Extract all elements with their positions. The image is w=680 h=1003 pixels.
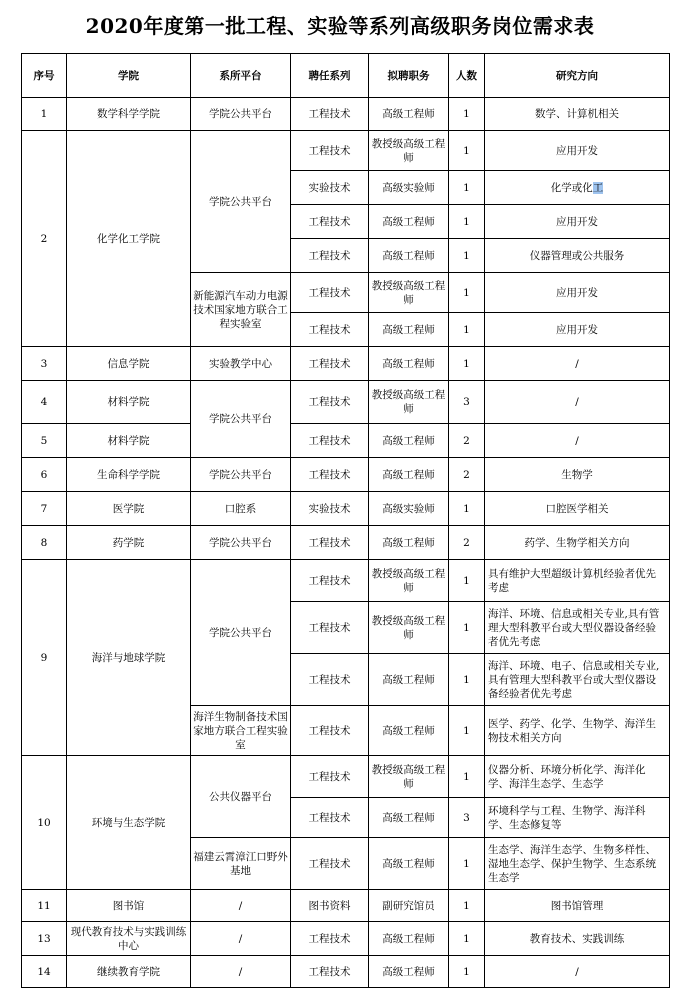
table-row — [22, 347, 670, 381]
count-cell: 1 — [449, 838, 485, 890]
platform-cell: 学院公共平台 — [191, 526, 291, 560]
series-cell: 实验技术 — [291, 492, 369, 526]
series-cell: 工程技术 — [291, 526, 369, 560]
count-cell: 1 — [449, 492, 485, 526]
table-row — [22, 526, 670, 560]
platform-cell: 公共仪器平台 — [191, 756, 291, 838]
direction-cell: 生物学 — [485, 458, 670, 492]
series-cell: 工程技术 — [291, 239, 369, 273]
series-cell: 工程技术 — [291, 798, 369, 838]
college-cell: 图书馆 — [67, 890, 191, 922]
direction-cell: 医学、药学、化学、生物学、海洋生物技术相关方向 — [485, 706, 670, 756]
platform-cell: 新能源汽车动力电源技术国家地方联合工程实验室 — [191, 273, 291, 347]
direction-cell — [485, 171, 670, 205]
position-cell: 高级工程师 — [369, 98, 449, 131]
direction-cell: 应用开发 — [485, 131, 670, 171]
college-cell: 数学科学学院 — [67, 98, 191, 131]
count-cell: 1 — [449, 602, 485, 654]
count-cell: 1 — [449, 273, 485, 313]
header-cell: 拟聘职务 — [369, 54, 449, 98]
platform-cell: / — [191, 922, 291, 956]
platform-cell: 海洋生物制备技术国家地方联合工程实验室 — [191, 706, 291, 756]
platform-cell: 学院公共平台 — [191, 98, 291, 131]
requirements-table — [21, 53, 670, 988]
position-cell: 高级工程师 — [369, 205, 449, 239]
series-cell: 工程技术 — [291, 205, 369, 239]
count-cell: 1 — [449, 756, 485, 798]
platform-cell: / — [191, 890, 291, 922]
platform-cell: 学院公共平台 — [191, 131, 291, 273]
college-cell: 化学化工学院 — [67, 131, 191, 347]
series-cell: 工程技术 — [291, 838, 369, 890]
count-cell: 2 — [449, 458, 485, 492]
college-cell: 材料学院 — [67, 381, 191, 424]
series-cell: 工程技术 — [291, 922, 369, 956]
direction-cell: / — [485, 347, 670, 381]
platform-cell: 学院公共平台 — [191, 458, 291, 492]
series-cell: 工程技术 — [291, 458, 369, 492]
platform-cell: 口腔系 — [191, 492, 291, 526]
platform-cell: 学院公共平台 — [191, 381, 291, 458]
position-cell: 教授级高级工程师 — [369, 131, 449, 171]
row-number: 4 — [22, 381, 67, 424]
direction-cell: / — [485, 424, 670, 458]
count-cell: 1 — [449, 239, 485, 273]
table-row — [22, 424, 670, 458]
position-cell: 教授级高级工程师 — [369, 602, 449, 654]
count-cell: 1 — [449, 956, 485, 988]
series-cell: 图书资料 — [291, 890, 369, 922]
position-cell: 高级工程师 — [369, 654, 449, 706]
header-cell: 人数 — [449, 54, 485, 98]
highlighted-text: 工 — [592, 181, 604, 194]
direction-cell: / — [485, 956, 670, 988]
college-cell: 环境与生态学院 — [67, 756, 191, 890]
page-title: 2020年度第一批工程、实验等系列高级职务岗位需求表 — [85, 14, 595, 38]
college-cell: 海洋与地球学院 — [67, 560, 191, 756]
college-cell: 药学院 — [67, 526, 191, 560]
series-cell: 工程技术 — [291, 347, 369, 381]
count-cell: 1 — [449, 890, 485, 922]
series-cell: 工程技术 — [291, 381, 369, 424]
table-row — [22, 98, 670, 131]
table-row — [22, 492, 670, 526]
college-cell: 信息学院 — [67, 347, 191, 381]
count-cell: 3 — [449, 798, 485, 838]
table-row — [22, 560, 670, 602]
position-cell: 副研究馆员 — [369, 890, 449, 922]
platform-cell: 学院公共平台 — [191, 560, 291, 706]
college-cell: 医学院 — [67, 492, 191, 526]
count-cell: 1 — [449, 313, 485, 347]
series-cell: 工程技术 — [291, 602, 369, 654]
count-cell: 1 — [449, 131, 485, 171]
count-cell: 2 — [449, 424, 485, 458]
series-cell: 工程技术 — [291, 98, 369, 131]
series-cell: 工程技术 — [291, 956, 369, 988]
series-cell: 工程技术 — [291, 273, 369, 313]
table-header-row — [22, 54, 670, 98]
college-cell: 继续教育学院 — [67, 956, 191, 988]
position-cell: 高级工程师 — [369, 458, 449, 492]
count-cell: 1 — [449, 171, 485, 205]
direction-cell: 药学、生物学相关方向 — [485, 526, 670, 560]
count-cell: 1 — [449, 654, 485, 706]
row-number: 7 — [22, 492, 67, 526]
series-cell: 工程技术 — [291, 654, 369, 706]
series-cell: 实验技术 — [291, 171, 369, 205]
platform-cell: / — [191, 956, 291, 988]
row-number: 10 — [22, 756, 67, 890]
position-cell: 教授级高级工程师 — [369, 756, 449, 798]
direction-text: 化学或化 — [550, 181, 593, 194]
series-cell: 工程技术 — [291, 131, 369, 171]
direction-cell: 应用开发 — [485, 205, 670, 239]
position-cell: 高级工程师 — [369, 922, 449, 956]
direction-cell: 具有维护大型超级计算机经验者优先考虑 — [485, 560, 670, 602]
table-row — [22, 956, 670, 988]
direction-cell: 海洋、环境、电子、信息或相关专业,具有管理大型科教平台或大型仪器设备经验者优先考虑 — [485, 654, 670, 706]
direction-cell: 图书馆管理 — [485, 890, 670, 922]
row-number: 14 — [22, 956, 67, 988]
row-number: 6 — [22, 458, 67, 492]
position-cell: 高级实验师 — [369, 171, 449, 205]
table-row — [22, 381, 670, 424]
position-cell: 高级工程师 — [369, 838, 449, 890]
position-cell: 高级工程师 — [369, 313, 449, 347]
header-cell: 聘任系列 — [291, 54, 369, 98]
header-cell: 学院 — [67, 54, 191, 98]
row-number: 11 — [22, 890, 67, 922]
position-cell: 高级工程师 — [369, 706, 449, 756]
college-cell: 材料学院 — [67, 424, 191, 458]
direction-cell: 仪器管理或公共服务 — [485, 239, 670, 273]
table-row — [22, 890, 670, 922]
direction-cell: 数学、计算机相关 — [485, 98, 670, 131]
row-number: 2 — [22, 131, 67, 347]
count-cell: 1 — [449, 205, 485, 239]
series-cell: 工程技术 — [291, 756, 369, 798]
position-cell: 高级工程师 — [369, 424, 449, 458]
position-cell: 高级工程师 — [369, 956, 449, 988]
row-number: 9 — [22, 560, 67, 756]
direction-cell: 海洋、环境、信息或相关专业,具有管理大型科教平台或大型仪器设备经验者优先考虑 — [485, 602, 670, 654]
count-cell: 3 — [449, 381, 485, 424]
platform-cell: 实验教学中心 — [191, 347, 291, 381]
direction-cell: 口腔医学相关 — [485, 492, 670, 526]
position-cell: 高级工程师 — [369, 526, 449, 560]
header-cell: 序号 — [22, 54, 67, 98]
series-cell: 工程技术 — [291, 706, 369, 756]
position-cell: 教授级高级工程师 — [369, 381, 449, 424]
direction-cell: 教育技术、实践训练 — [485, 922, 670, 956]
count-cell: 1 — [449, 706, 485, 756]
position-cell: 高级实验师 — [369, 492, 449, 526]
row-number: 1 — [22, 98, 67, 131]
series-cell: 工程技术 — [291, 424, 369, 458]
row-number: 3 — [22, 347, 67, 381]
table-row — [22, 922, 670, 956]
direction-cell: 仪器分析、环境分析化学、海洋化学、海洋生态学、生态学 — [485, 756, 670, 798]
table-row — [22, 131, 670, 171]
header-cell: 研究方向 — [485, 54, 670, 98]
position-cell: 教授级高级工程师 — [369, 273, 449, 313]
count-cell: 1 — [449, 98, 485, 131]
row-number: 5 — [22, 424, 67, 458]
header-cell: 系所平台 — [191, 54, 291, 98]
college-cell: 生命科学学院 — [67, 458, 191, 492]
direction-cell: 应用开发 — [485, 273, 670, 313]
direction-cell: 应用开发 — [485, 313, 670, 347]
count-cell: 2 — [449, 526, 485, 560]
count-cell: 1 — [449, 347, 485, 381]
row-number: 8 — [22, 526, 67, 560]
position-cell: 高级工程师 — [369, 347, 449, 381]
college-cell: 现代教育技术与实践训练中心 — [67, 922, 191, 956]
position-cell: 高级工程师 — [369, 798, 449, 838]
platform-cell: 福建云霄漳江口野外基地 — [191, 838, 291, 890]
series-cell: 工程技术 — [291, 560, 369, 602]
position-cell: 高级工程师 — [369, 239, 449, 273]
count-cell: 1 — [449, 922, 485, 956]
series-cell: 工程技术 — [291, 313, 369, 347]
table-row — [22, 458, 670, 492]
direction-cell: 生态学、海洋生态学、生物多样性、湿地生态学、保护生物学、生态系统生态学 — [485, 838, 670, 890]
position-cell: 教授级高级工程师 — [369, 560, 449, 602]
direction-cell: / — [485, 381, 670, 424]
direction-cell: 环境科学与工程、生物学、海洋科学、生态修复等 — [485, 798, 670, 838]
row-number: 13 — [22, 922, 67, 956]
count-cell: 1 — [449, 560, 485, 602]
table-row — [22, 756, 670, 798]
